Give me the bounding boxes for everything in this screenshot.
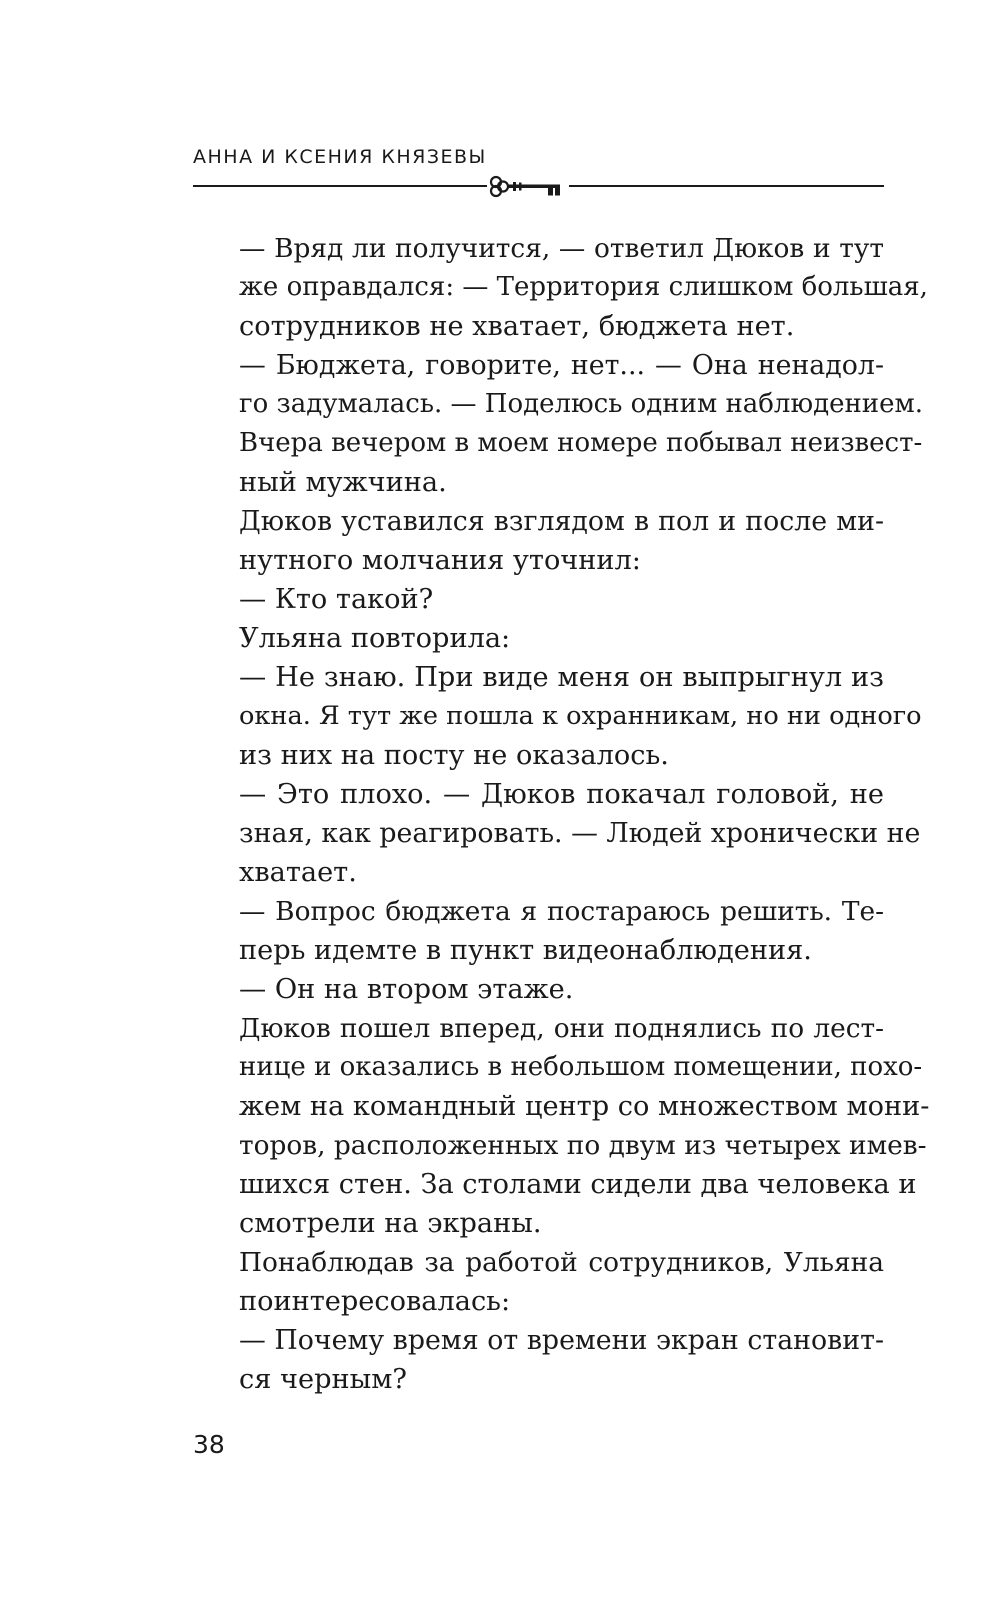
text-line: смотрели на экраны.	[239, 1208, 542, 1239]
text-line: нице и оказались в небольшом помещении, похо-	[239, 1052, 923, 1082]
text-line: окна. Я тут же пошла к охранникам, но ни одного	[239, 701, 922, 731]
key-ornament-icon	[193, 175, 884, 209]
text-line: ный мужчина.	[239, 467, 447, 498]
text-line: поинтересовалась:	[239, 1286, 511, 1317]
text-line: — Это плохо. — Дюков покачал головой, не	[239, 779, 884, 810]
text-line: — Бюджета, говорите, нет... — Она ненадол-	[239, 350, 884, 381]
text-line: перь идемте в пункт видеонаблюдения.	[239, 935, 812, 966]
text-line: из них на посту не оказалось.	[239, 740, 669, 771]
paragraph	[193, 619, 884, 658]
paragraph	[193, 1243, 884, 1321]
paragraph	[193, 502, 884, 580]
header-rule	[193, 175, 884, 209]
text-line: — Он на втором этаже.	[239, 974, 574, 1005]
text-line: — Почему время от времени экран становит-	[239, 1325, 884, 1356]
text-line: — Кто такой?	[239, 584, 434, 615]
text-line: — Вопрос бюджета я постараюсь решить. Те-	[239, 896, 884, 927]
text-line: Дюков уставился взглядом в пол и после ми-	[239, 506, 884, 537]
paragraph	[193, 346, 924, 502]
paragraph	[193, 1321, 884, 1399]
text-line: Вчера вечером в моем номере побывал неизвест-	[239, 428, 923, 458]
paragraph	[193, 775, 921, 892]
text-line: — Не знаю. При виде меня он выпрыгнул из	[239, 662, 884, 693]
text-line: же оправдался: — Территория слишком большая,	[239, 272, 928, 302]
running-head: АННА И КСЕНИЯ КНЯЗЕВЫ	[193, 146, 487, 168]
paragraph	[193, 658, 922, 775]
text-line: ся черным?	[239, 1364, 407, 1395]
text-line: хватает.	[239, 857, 357, 888]
text-line: го задумалась. — Поделюсь одним наблюдением.	[239, 389, 924, 419]
text-line: шихся стен. За столами сидели два человека и	[239, 1169, 917, 1200]
text-line: жем на командный центр со множеством мони-	[239, 1091, 930, 1122]
text-line: Дюков пошел вперед, они поднялись по лест-	[239, 1013, 884, 1044]
text-line: торов, расположенных по двум из четырех имев-	[239, 1130, 927, 1161]
paragraph	[193, 970, 884, 1009]
text-line: сотрудников не хватает, бюджета нет.	[239, 311, 795, 342]
body-text	[193, 229, 930, 1399]
page-number: 38	[193, 1430, 225, 1459]
text-line: зная, как реагировать. — Людей хронически не	[239, 818, 921, 849]
paragraph	[193, 892, 884, 970]
paragraph	[193, 580, 884, 619]
paragraph	[193, 229, 928, 346]
paragraph	[193, 1009, 930, 1243]
text-line: Понаблюдав за работой сотрудников, Ульяна	[239, 1247, 884, 1278]
text-line: — Вряд ли получится, — ответил Дюков и тут	[239, 233, 884, 264]
text-line: Ульяна повторила:	[239, 623, 511, 654]
text-line: нутного молчания уточнил:	[239, 545, 641, 576]
